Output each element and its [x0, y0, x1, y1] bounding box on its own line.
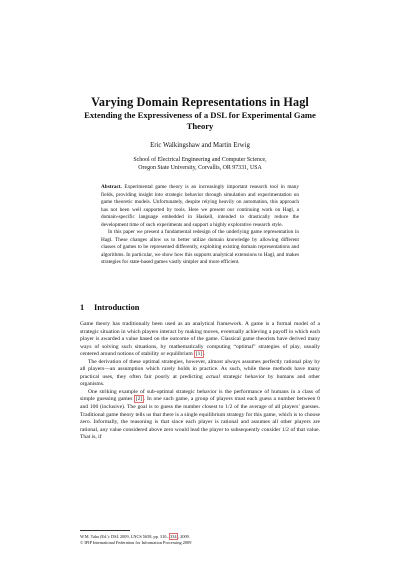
body-text-run: One striking example of sub-optimal strategic behavior is the performance of humans in a class of simple guessing games [80, 388, 320, 403]
abstract-label: Abstract. [101, 184, 122, 190]
citation-link[interactable]: [2] [135, 396, 143, 403]
section-title: Introduction [94, 303, 140, 312]
affiliation-line: School of Electrical Engineering and Computer Science, [133, 157, 267, 163]
body-text-run: . In one such game, a group of players must each guess a number between 0 and 100 (inclusive). The goal is to guess the number closest to 1/2 of the average of all players’ guesses. Traditional game theory tells us that there is a single equilibrium strategy for this game, which is to choose zero. Informally, the reasoning is that since each player is rational and assumes all other players are rational, any value considered above zero would lead the player to subsequently consider 1/2 of that value. That is, if [80, 396, 320, 441]
abstract-text: Experimental game theory is an increasingly important research tool in many fields, providing insight into strategic behavior through simulation and experimentation on game theoretic models. Unfortunately, despite relying heavily on automation, this approach has not been well supported by tools. Here we present our continuing work on Hagl, a domain-specific language embedded in Haskell, intended to drastically reduce the development time of such experiments and support a highly explorative research style. [101, 184, 299, 228]
body-paragraph [80, 321, 320, 359]
paper-title: Varying Domain Representations in Hagl [91, 95, 309, 109]
body-text-run: . [203, 351, 206, 358]
citation-link[interactable]: [1] [195, 351, 203, 358]
copyright-footnote [80, 534, 320, 546]
page-link[interactable]: 334 [170, 534, 177, 539]
emphasis: actual [205, 373, 220, 380]
paper-authors: Eric Walkingshaw and Martin Erwig [150, 142, 250, 149]
body-text-run: Game theory has traditionally been used as an analytical framework. A game is a formal model of a strategic situation in which players interact by making moves, eventually achieving a payoff in which each player is awarded a value based on the outcome of the game. Classical game theorists have derived many ways of solving such situations, by mathematically computing “optimal” strategies of play, usually centered around notions of stability or equilibrium [80, 321, 320, 358]
body-text-run: The derivation of these optimal strategies, however, almost always assumes perfectly rational play by all players—an assumption which rarely holds in practice. As such, while these methods have many practical uses, they often fair poorly at predicting [80, 358, 320, 380]
abstract [101, 184, 299, 267]
affiliation-line: Oregon State University, Corvallis, OR 97331, USA [138, 164, 262, 171]
section-heading [80, 303, 139, 312]
abstract-paragraph: In this paper we present a fundamental redesign of the underlying game representation in Hagl. These changes allow us to better utilize domain knowledge by allowing different classes of games to be represented differently, exploiting existing domain representations and algorithms. In particular, we show how this supports analytical extensions to Hagl, and makes strategies for state-based games vastly simpler and more efficient. [101, 229, 299, 266]
footnote-text: W.M. Taha (Ed.): DSL 2009, LNCS 5658, pp. 310– [80, 534, 169, 539]
section-number: 1 [80, 303, 85, 312]
footnote-line: © IFIP International Federation for Information Processing 2009 [80, 539, 192, 545]
body-paragraph [80, 359, 320, 389]
footnote-text: , 2009. [178, 534, 190, 539]
footnote-rule [80, 530, 130, 531]
body-paragraph [80, 389, 320, 442]
body-text-run: strategic behavior by humans and other organisms. [80, 373, 321, 388]
abstract-paragraph [101, 184, 299, 229]
body-text [80, 321, 320, 442]
paper-subtitle: Extending the Expressiveness of a DSL for Experimental Game Theory [84, 110, 316, 131]
author-affiliation [100, 157, 300, 172]
